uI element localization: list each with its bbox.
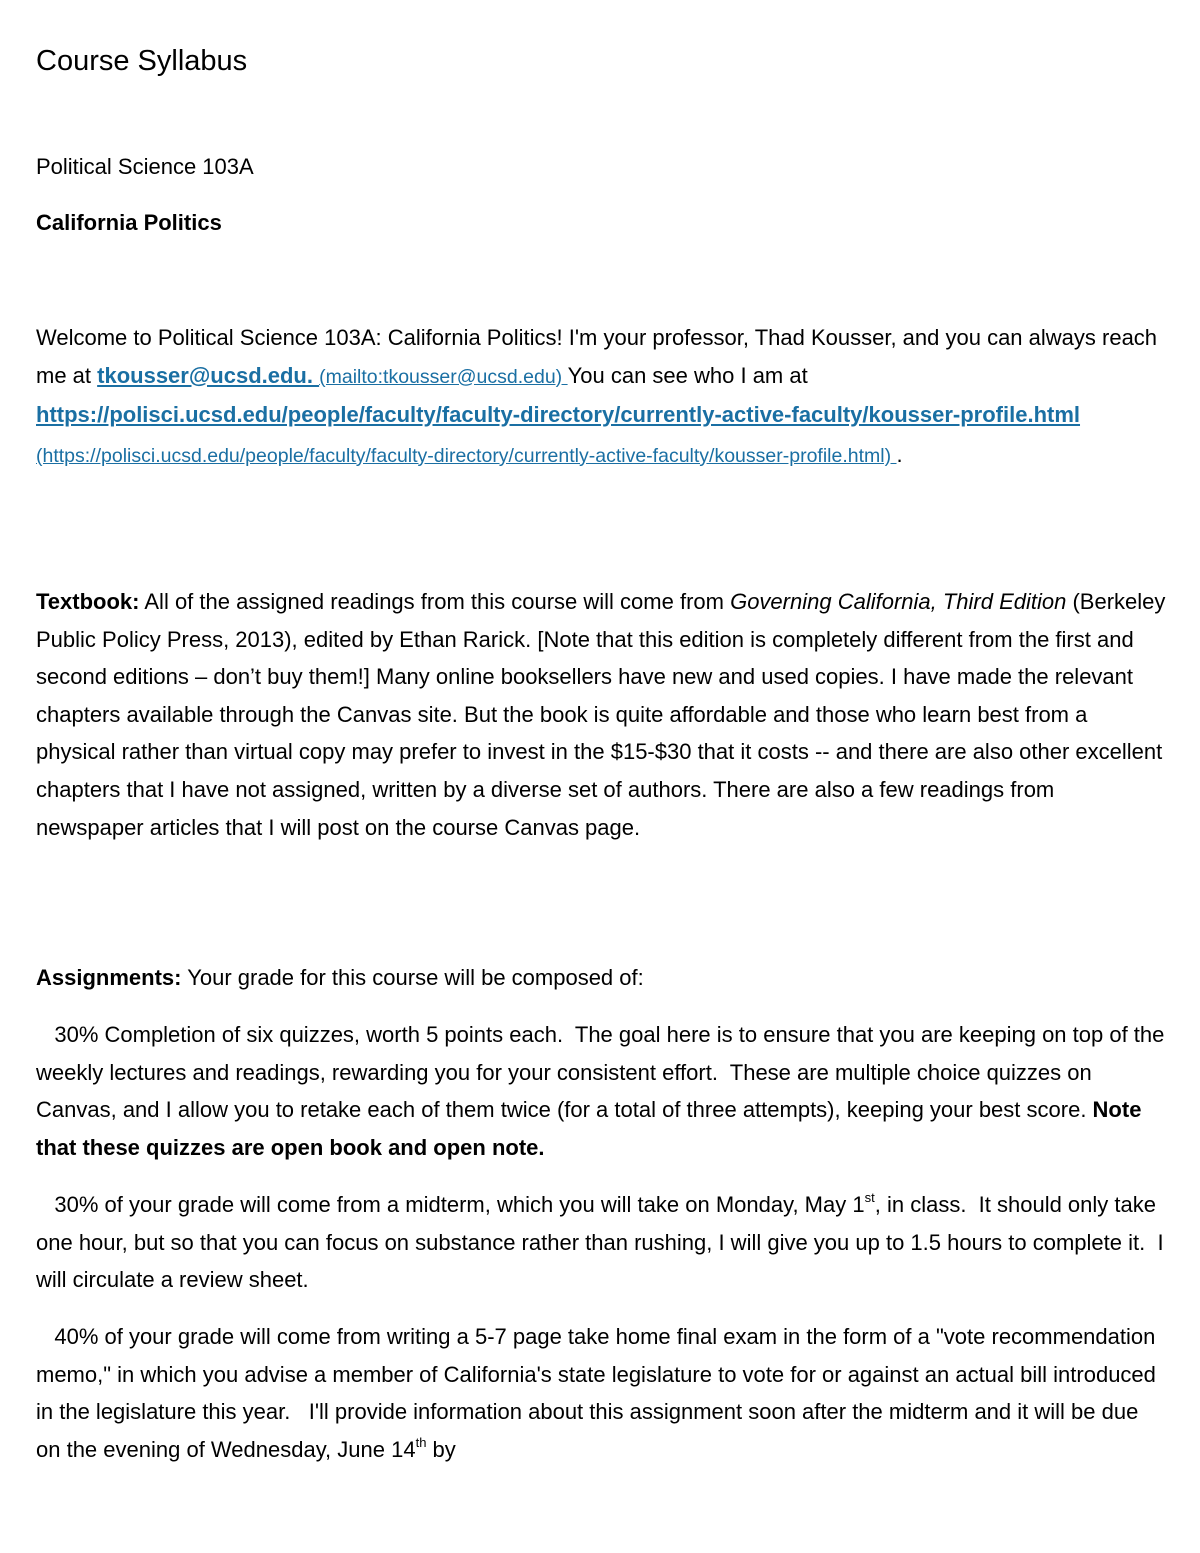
profile-url-link[interactable]: (https://polisci.ucsd.edu/people/faculty/faculty-directory/currently-active-faculty/kousser-profile.html) [36,444,897,467]
email-link[interactable]: tkousser@ucsd.edu. [97,362,320,388]
quiz-paragraph [36,1016,1171,1166]
profile-link[interactable]: https://polisci.ucsd.edu/people/faculty/faculty-directory/currently-active-faculty/kousser-profile.html [36,402,1081,428]
midterm-text-1: 30% of your grade will come from a midterm, which you will take on Monday, May 1 [36,1192,865,1217]
quiz-text: 30% Completion of six quizzes, worth 5 points each. The goal here is to ensure that you are keeping on top of the weekly lectures and readings, rewarding you for your consistent effort. These are multiple choice quizzes on Canvas, and I allow you to retake each of them twice (for a total of three attempts), keeping your best score. [36,1022,1171,1123]
page-title: Course Syllabus [36,45,248,77]
quiz-note: Note that these quizzes are open book and open note. [36,1097,1148,1160]
welcome-paragraph [36,319,1166,475]
midterm-ordinal: st [864,1190,875,1205]
assignments-label: Assignments: [36,965,182,990]
textbook-paragraph [36,583,1166,846]
final-text-2: by [426,1436,456,1462]
welcome-end: . [896,441,903,467]
course-code: Political Science 103A [36,154,254,179]
textbook-text-1: All of the assigned readings from this course will come from [139,589,731,614]
midterm-text-2: , in class. It should only take one hour, but so that you can focus on substance rather than rushing, I will give you up to 1.5 hours to complete it. I will circulate a review sheet. [36,1192,1170,1293]
textbook-text-2: (Berkeley Public Policy Press, 2013), edited by Ethan Rarick. [Note that this edition is completely different from the first and second editions – don’t buy them!] Many online booksellers have new and used copies. I have made the relevant chapters available through the Canvas site. But the book is quite affordable and those who learn best from a physical rather than virtual copy may prefer to invest in the $15-$30 that it costs -- and there are also other excellent chapters that I have not assigned, written by a diverse set of authors. There are also a few readings from newspaper articles that I will post on the course Canvas page. [36,589,1166,840]
course-name: California Politics [36,210,222,235]
textbook-label: Textbook: [36,589,140,614]
final-paragraph [36,1318,1166,1468]
final-text-1: 40% of your grade will come from writing a 5-7 page take home final exam in the form of a "vote recommendation memo," in which you advise a member of California's state legislature to vote for or against an actual bill introduced in the legislature this year. I'll provide information about this assignment soon after the midterm and it will be due on the evening of Wednesday, June 14 [36,1324,1163,1462]
midterm-paragraph [36,1186,1170,1299]
welcome-see-text: You can see who I am at [567,362,808,388]
final-ordinal: th [415,1434,427,1450]
welcome-intro: Welcome to Political Science 103A: California Politics! I'm your professor, Thad Kousser, and you can always reach me at [36,325,1158,388]
email-mailto-link[interactable]: (mailto:tkousser@ucsd.edu) [319,365,568,388]
assignments-intro: Your grade for this course will be composed of: [181,965,644,990]
book-title: Governing California, Third Edition [730,589,1067,614]
assignments-heading [36,959,1166,997]
